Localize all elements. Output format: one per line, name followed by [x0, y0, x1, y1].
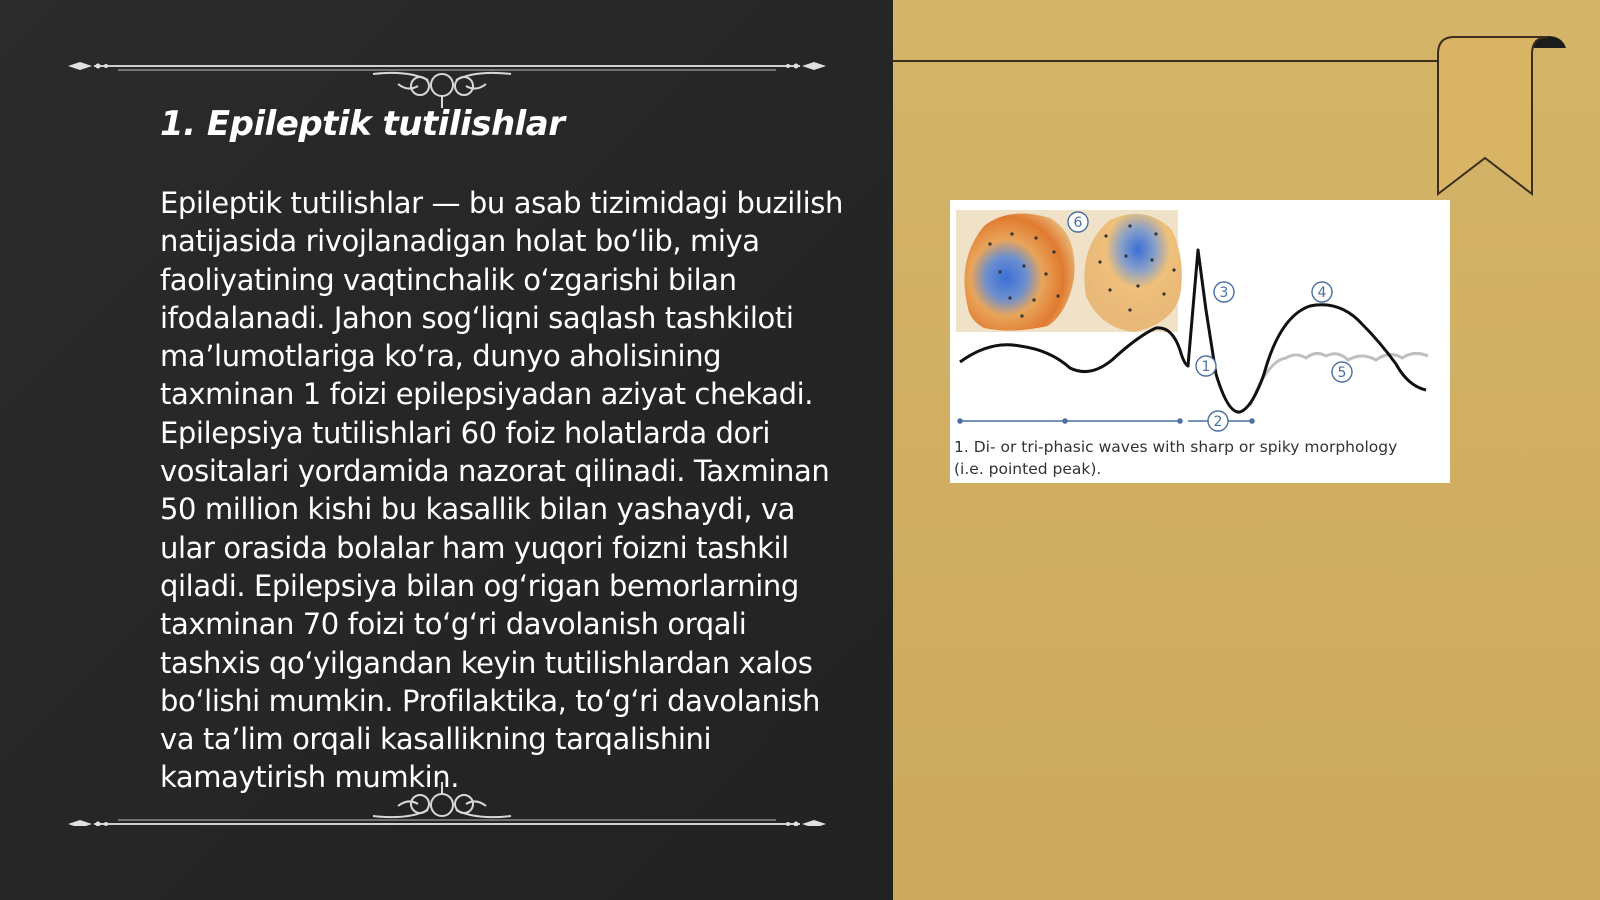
marker-6-icon [1068, 212, 1088, 232]
slide-body-text: Epileptik tutilishlar — bu asab tizimidagi buzilish natijasida rivojlanadigan holat bo‘lib, miya faoliyatining vaqtinchalik o‘zgarishi bilan ifodalanadi. Jahon sog‘liqni saqlash tashkiloti ma’lumotlariga ko‘ra, dunyo aholisining taxminan 1 foizi epilepsiyadan aziyat chekadi. Epilepsiya tutilishlari 60 foiz holatlarda dori vositalari yordamida nazorat qilinadi. Taxminan 50 million kishi bu kasallik bilan yashaydi, va ular orasida bolalar ham yuqori foizni tashkil qiladi. Epilepsiya bilan og‘rigan bemorlarning taxminan 70 foizi to‘g‘ri davolanish orqali tashxis qo‘yilgandan keyin tutilishlardan xalos bo‘lishi mumkin. Profilaktika, to‘g‘ri davolanish va ta’lim orqali kasallikning tarqalishini kamaytirish mumkin. [160, 186, 843, 795]
decorative-rule-line [893, 60, 1438, 62]
eeg-waveform-diagram [950, 200, 1450, 436]
svg-text:1: 1 [1201, 359, 1211, 375]
figure-caption: 1. Di- or tri-phasic waves with sharp or spiky morphology (i.e. pointed peak). [954, 438, 1398, 478]
svg-text:2: 2 [1213, 414, 1223, 430]
marker-3-icon [1214, 282, 1234, 302]
marker-5-icon [1332, 362, 1352, 382]
scalp-map-right-icon [1084, 214, 1181, 332]
svg-text:3: 3 [1219, 285, 1229, 301]
eeg-figure [950, 200, 1450, 483]
marker-4-icon [1312, 282, 1332, 302]
bookmark-ribbon-icon [1436, 36, 1566, 201]
svg-text:4: 4 [1317, 285, 1327, 301]
svg-text:6: 6 [1073, 215, 1083, 231]
marker-1-icon [1196, 356, 1216, 376]
ornamental-divider-top [68, 58, 826, 108]
marker-2-icon [1208, 411, 1228, 431]
scalp-map-left-icon [964, 214, 1074, 331]
slide-title: 1. Epileptik tutilishlar [160, 104, 565, 144]
svg-text:5: 5 [1337, 365, 1347, 381]
